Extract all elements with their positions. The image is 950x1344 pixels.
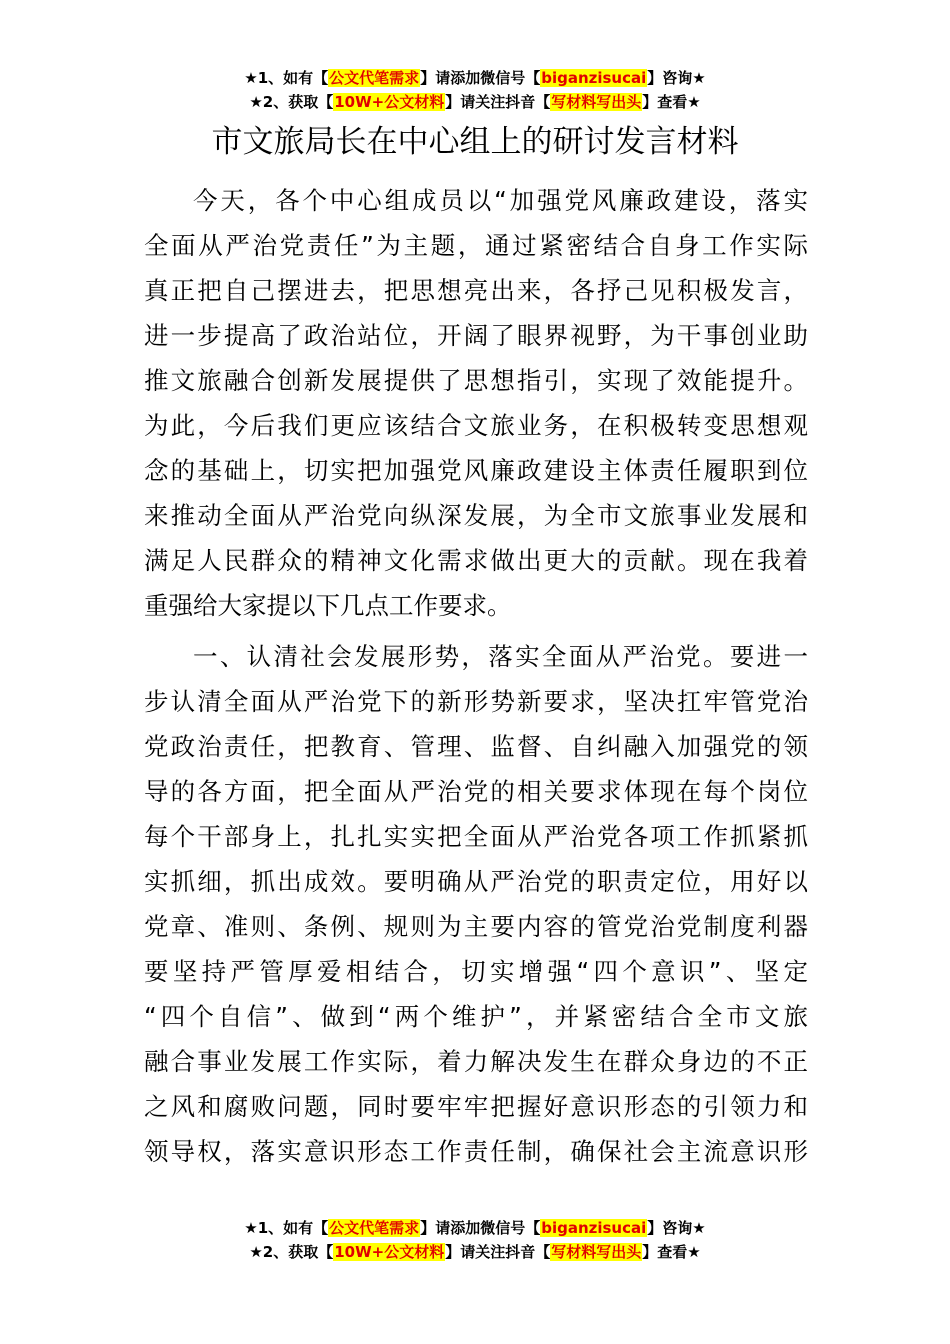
paragraph-line: 满足人民群众的精神文化需求做出更大的贡献。现在我着: [144, 546, 808, 575]
body-paragraph-2: [144, 634, 808, 1174]
banner-line-2: ★2、获取【10W+公文材料】请关注抖音【写材料写出头】查看★: [249, 1243, 701, 1261]
highlight-douyin: 写材料写出头: [551, 1243, 642, 1261]
paragraph-line: 每个干部身上，扎扎实实把全面从严治党各项工作抓紧抓: [144, 822, 808, 851]
highlight-materials: 10W+公文材料: [334, 1243, 445, 1261]
paragraph-line: 念的基础上，切实把加强党风廉政建设主体责任履职到位: [144, 456, 808, 485]
paragraph-line: 一、认清社会发展形势，落实全面从严治党。要进一: [193, 642, 808, 671]
paragraph-line: 实抓细，抓出成效。要明确从严治党的职责定位，用好以: [144, 867, 808, 896]
header-banner: [0, 66, 950, 114]
paragraph-line: 为此，今后我们更应该结合文旅业务，在积极转变思想观: [144, 411, 808, 440]
paragraph-line: 要坚持严管厚爱相结合，切实增强“四个意识”、坚定: [144, 957, 808, 986]
document-title: 市文旅局长在中心组上的研讨发言材料: [211, 124, 739, 160]
body-paragraph-1: [144, 178, 808, 628]
highlight-wechat-id: biganzisucai: [541, 1219, 647, 1237]
paragraph-line: 领导权，落实意识形态工作责任制，确保社会主流意识形: [144, 1137, 808, 1166]
highlight-service: 公文代笔需求: [329, 69, 420, 87]
paragraph-line: 导的各方面，把全面从严治党的相关要求体现在每个岗位: [144, 777, 808, 806]
paragraph-line: “四个自信”、做到“两个维护”，并紧密结合全市文旅: [144, 1002, 808, 1031]
paragraph-line: 之风和腐败问题，同时要牢牢把握好意识形态的引领力和: [144, 1092, 808, 1121]
paragraph-line: 融合事业发展工作实际，着力解决发生在群众身边的不正: [144, 1047, 808, 1076]
banner-line-1: ★1、如有【公文代笔需求】请添加微信号【biganzisucai】咨询★: [244, 1219, 706, 1237]
paragraph-line: 来推动全面从严治党向纵深发展，为全市文旅事业发展和: [144, 501, 808, 530]
paragraph-line: 步认清全面从严治党下的新形势新要求，坚决扛牢管党治: [144, 687, 808, 716]
footer-banner: [0, 1216, 950, 1264]
highlight-douyin: 写材料写出头: [551, 93, 642, 111]
highlight-materials: 10W+公文材料: [334, 93, 445, 111]
paragraph-line: 党政治责任，把教育、管理、监督、自纠融入加强党的领: [144, 732, 808, 761]
paragraph-line: 重强给大家提以下几点工作要求。: [144, 591, 512, 620]
banner-line-1: ★1、如有【公文代笔需求】请添加微信号【biganzisucai】咨询★: [244, 69, 706, 87]
highlight-service: 公文代笔需求: [329, 1219, 420, 1237]
paragraph-line: 进一步提高了政治站位，开阔了眼界视野，为干事创业助: [144, 321, 808, 350]
paragraph-line: 全面从严治党责任”为主题，通过紧密结合自身工作实际: [144, 231, 808, 260]
paragraph-line: 推文旅融合创新发展提供了思想指引，实现了效能提升。: [144, 366, 808, 395]
banner-line-2: ★2、获取【10W+公文材料】请关注抖音【写材料写出头】查看★: [249, 93, 701, 111]
paragraph-line: 党章、准则、条例、规则为主要内容的管党治党制度利器: [144, 912, 808, 941]
paragraph-line: 今天，各个中心组成员以“加强党风廉政建设，落实: [193, 186, 808, 215]
highlight-wechat-id: biganzisucai: [541, 69, 647, 87]
paragraph-line: 真正把自己摆进去，把思想亮出来，各抒己见积极发言，: [144, 276, 808, 305]
